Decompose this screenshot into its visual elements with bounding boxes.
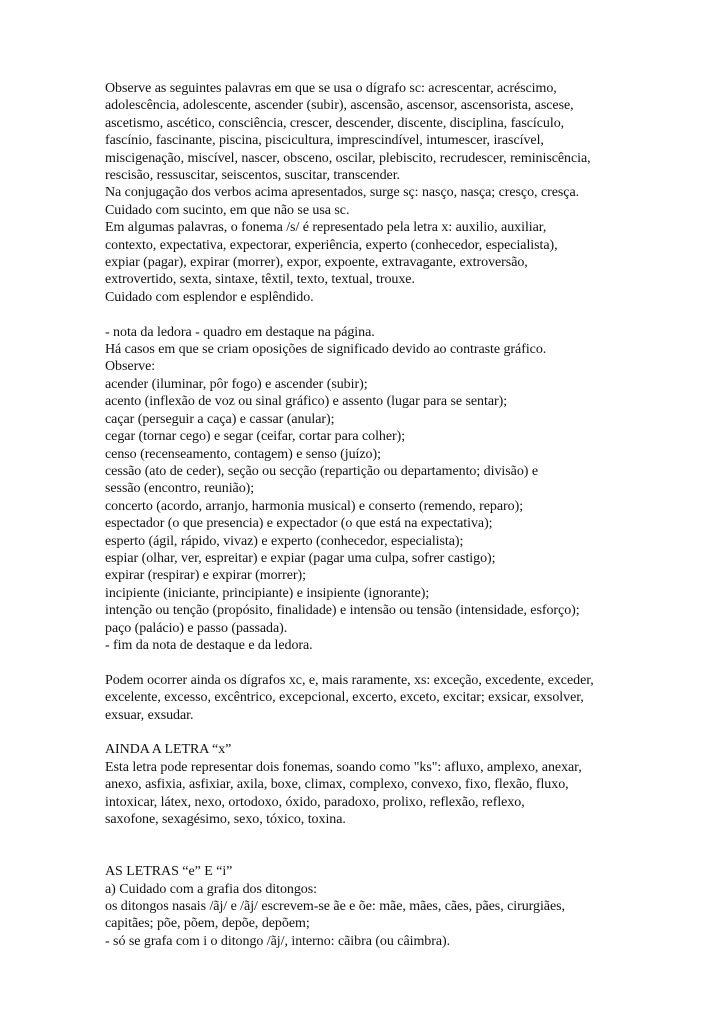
text-line: adolescência, adolescente, ascender (subir), ascensão, ascensor, ascensorista, ascese,	[105, 98, 574, 114]
section-heading: AINDA A LETRA “x”	[105, 742, 232, 758]
text-line: paço (palácio) e passo (passada).	[105, 620, 288, 636]
document-body	[105, 80, 665, 950]
text-line: a) Cuidado com a grafia dos ditongos:	[105, 881, 317, 897]
paragraph-digrafo-sc	[105, 80, 665, 306]
text-line: Cuidado com sucinto, em que não se usa sc.	[105, 202, 350, 218]
text-line: Há casos em que se criam oposições de significado devido ao contraste gráfico.	[105, 342, 547, 358]
text-line: cegar (tornar cego) e segar (ceifar, cortar para colher);	[105, 429, 406, 445]
text-line: saxofone, sexagésimo, sexo, tóxico, toxina.	[105, 812, 346, 828]
text-line: acento (inflexão de voz ou sinal gráfico) e assento (lugar para se sentar);	[105, 394, 508, 410]
text-line: anexo, asfixia, asfixiar, axila, boxe, climax, complexo, convexo, fixo, flexão, fluxo,	[105, 777, 569, 793]
paragraph-nota-ledora	[105, 324, 665, 655]
text-line: concerto (acordo, arranjo, harmonia musical) e conserto (remendo, reparo);	[105, 498, 524, 514]
text-line: capitães; põe, põem, depõe, depõem;	[105, 916, 310, 932]
blank-line	[105, 724, 665, 741]
text-line: fascínio, fascinante, piscina, piscicultura, imprescindível, intumescer, irascível,	[105, 133, 544, 149]
text-line: - fim da nota de destaque e da ledora.	[105, 637, 313, 653]
text-line: contexto, expectativa, expectorar, experiência, experto (conhecedor, especialista),	[105, 237, 558, 253]
text-line: sessão (encontro, reunião);	[105, 481, 255, 497]
blank-line	[105, 654, 665, 671]
section-heading: AS LETRAS “e” E “i”	[105, 864, 233, 880]
text-line: espectador (o que presencia) e expectador (o que está na expectativa);	[105, 516, 493, 532]
text-line: expiar (pagar), expirar (morrer), expor, expoente, extravagante, extroversão,	[105, 255, 528, 271]
text-line: Esta letra pode representar dois fonemas, soando como "ks": afluxo, amplexo, anexar,	[105, 759, 582, 775]
text-line: excelente, excesso, excêntrico, excepcional, excerto, exceto, excitar; exsicar, exsolver,	[105, 690, 584, 706]
blank-line	[105, 846, 665, 863]
text-line: os ditongos nasais /ãj/ e /ãj/ escrevem-se ãe e õe: mãe, mães, cães, pães, cirurgiães,	[105, 899, 565, 915]
text-line: Observe as seguintes palavras em que se usa o dígrafo sc: acrescentar, acréscimo,	[105, 81, 557, 96]
text-line: Observe:	[105, 359, 156, 375]
text-line: expirar (respirar) e expirar (morrer);	[105, 568, 306, 584]
text-line: Cuidado com esplendor e esplêndido.	[105, 289, 314, 305]
text-line: exsuar, exsudar.	[105, 707, 194, 723]
text-line: Em algumas palavras, o fonema /s/ é representado pela letra x: auxilio, auxiliar,	[105, 220, 547, 236]
paragraph-digrafos-xc-xs	[105, 672, 665, 724]
blank-line	[105, 306, 665, 323]
section-letra-x	[105, 741, 665, 828]
text-line: - nota da ledora - quadro em destaque na página.	[105, 324, 375, 340]
text-line: cessão (ato de ceder), seção ou secção (repartição ou departamento; divisão) e	[105, 463, 538, 479]
section-letras-e-i	[105, 863, 665, 950]
text-line: - só se grafa com i o ditongo /ãj/, interno: cãibra (ou câimbra).	[105, 933, 451, 949]
text-line: censo (recenseamento, contagem) e senso (juízo);	[105, 446, 381, 462]
text-line: Na conjugação dos verbos acima apresentados, surge sç: nasço, nasça; cresço, cresça.	[105, 185, 580, 201]
text-line: intoxicar, látex, nexo, ortodoxo, óxido, paradoxo, prolixo, reflexão, reflexo,	[105, 794, 525, 810]
text-line: esperto (ágil, rápido, vivaz) e experto (conhecedor, especialista);	[105, 533, 464, 549]
blank-line	[105, 828, 665, 845]
text-line: intenção ou tenção (propósito, finalidade) e intensão ou tensão (intensidade, esforço);	[105, 603, 580, 619]
text-line: ascetismo, ascético, consciência, crescer, descender, discente, disciplina, fascículo,	[105, 115, 565, 131]
text-line: Podem ocorrer ainda os dígrafos xc, e, mais raramente, xs: exceção, excedente, exceder,	[105, 672, 594, 688]
text-line: miscigenação, miscível, nascer, obsceno, oscilar, plebiscito, recrudescer, reminiscência,	[105, 150, 591, 166]
text-line: incipiente (iniciante, principiante) e insipiente (ignorante);	[105, 585, 430, 601]
text-line: rescisão, ressuscitar, seiscentos, suscitar, transcender.	[105, 168, 400, 184]
text-line: acender (iluminar, pôr fogo) e ascender (subir);	[105, 376, 368, 392]
text-line: espiar (olhar, ver, espreitar) e expiar (pagar uma culpa, sofrer castigo);	[105, 550, 496, 566]
text-line: extrovertido, sexta, sintaxe, têxtil, texto, textual, trouxe.	[105, 272, 415, 288]
text-line: caçar (perseguir a caça) e cassar (anular);	[105, 411, 335, 427]
